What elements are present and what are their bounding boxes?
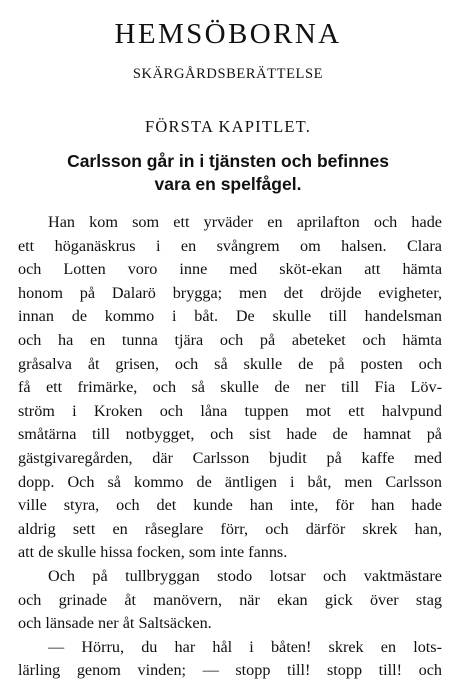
text-line: dopp. Och så kommo de äntligen i båt, men Carlsson [18, 472, 442, 491]
text-line: gästgivaregården, där Carlsson bjudit på kaffe med [18, 448, 442, 467]
text-line: småtärna till notbygget, och sist hade de hamnat på [18, 425, 442, 444]
text-line: och grinade åt manövern, när ekan gick över stag [18, 590, 442, 609]
text-line: ström i Kroken och låna tuppen mot ett halvpund [18, 401, 442, 420]
text-line: — Hörru, du har hål i båten! skrek en lots- [48, 637, 442, 656]
text-line: lärling genom vinden; — stopp till! stopp till! och [18, 661, 442, 680]
chapter-summary-heading [22, 150, 434, 196]
chapter-summary-line: vara en spelfågel. [154, 174, 302, 194]
body-text [18, 211, 442, 683]
text-line: ett höganäskrus i en svångrem om halsen. Clara [18, 236, 442, 255]
text-line: ville styra, och det kunde han inte, för han hade [18, 496, 442, 515]
text-line: att de skulle hissa focken, som inte fanns. [18, 543, 288, 562]
book-title: HEMSÖBORNA [114, 18, 342, 50]
chapter-number: FÖRSTA KAPITLET. [144, 117, 312, 136]
text-line: innan de kommo i båt. De skulle till handelsman [18, 307, 442, 326]
text-line: och ha en tunna tjära och på abeteket och hämta [18, 330, 442, 349]
text-line: gråsalva åt grisen, och så skulle de på posten och [18, 354, 442, 373]
text-line: aldrig sett en råseglare förr, och därför skrek han, [18, 519, 442, 538]
text-line: och Lotten voro inne med sköt-ekan att hämta [18, 260, 442, 279]
text-line: Och på tullbryggan stodo lotsar och vaktmästare [48, 566, 442, 585]
chapter-summary-line: Carlsson går in i tjänsten och befinnes [67, 151, 389, 171]
text-line: honom på Dalarö brygga; men det dröjde evigheter, [18, 283, 442, 302]
text-line: få ett frimärke, och så skulle de ner till Fia Löv- [18, 378, 442, 397]
book-subtitle: SKÄRGÅRDSBERÄTTELSE [132, 66, 324, 82]
text-line: Han kom som ett yrväder en aprilafton och hade [48, 213, 442, 231]
text-line: och länsade ner åt Saltsäcken. [18, 614, 212, 633]
